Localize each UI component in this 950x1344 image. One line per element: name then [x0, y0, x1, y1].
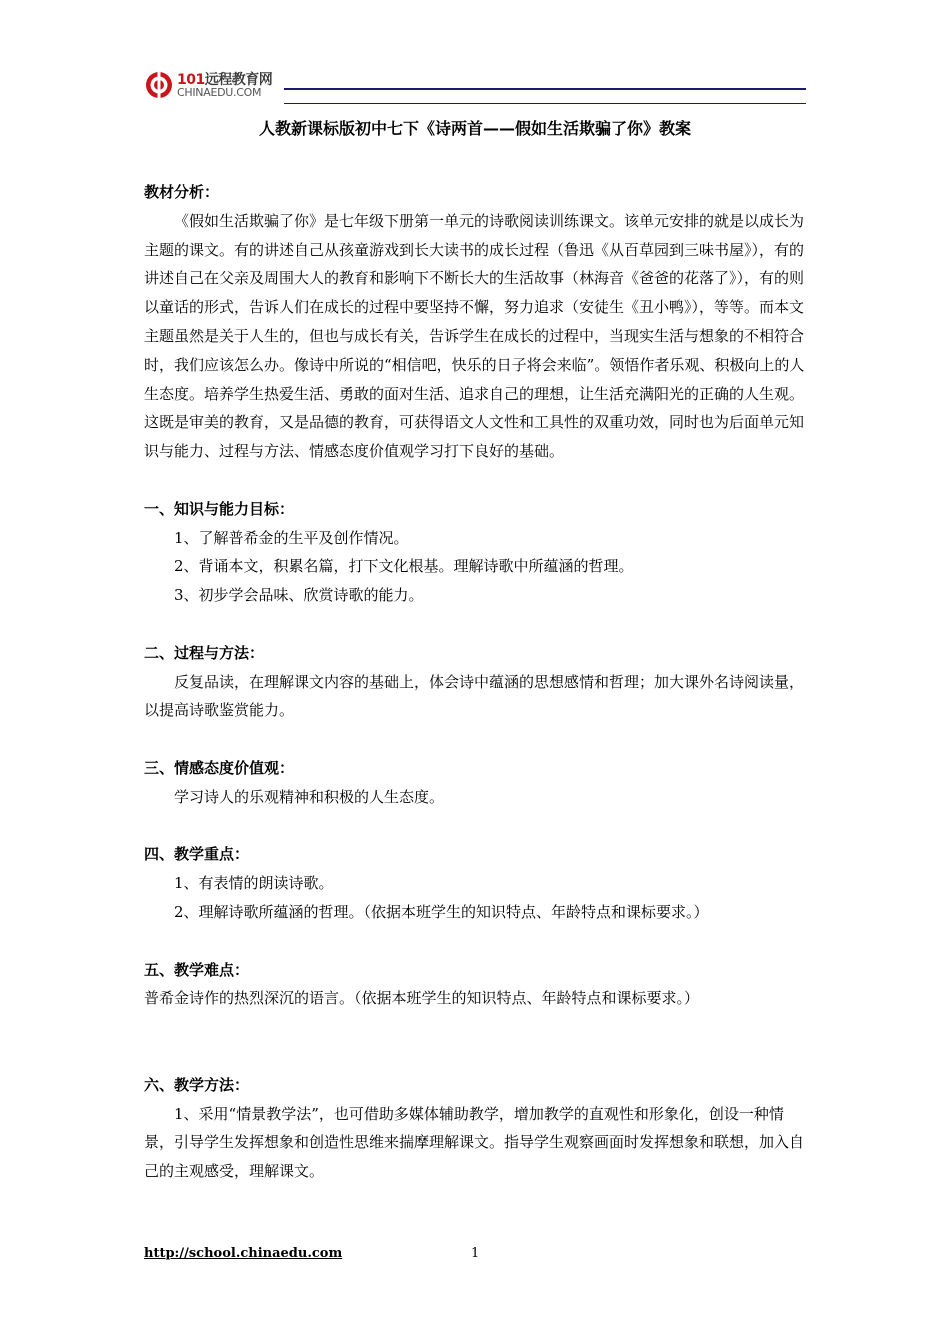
page-footer	[144, 1246, 808, 1268]
logo-emblem-icon	[144, 70, 174, 100]
section-heading-difficulty: 五、教学难点：	[144, 960, 250, 979]
section-heading-analysis: 教材分析：	[144, 183, 220, 201]
list-item: 3、初步学会品味、欣赏诗歌的能力。	[174, 586, 424, 605]
page-number: 1	[471, 1246, 480, 1261]
paragraph-emotion: 学习诗人的乐观精神和积极的人生态度。	[174, 787, 445, 806]
header-rule-thin	[284, 103, 806, 104]
list-item: 1、有表情的朗读诗歌。	[174, 874, 334, 893]
paragraph-difficulty: 普希金诗作的热烈深沉的语言。（依据本班学生的知识特点、年龄特点和课标要求。）	[144, 989, 700, 1008]
paragraph-process: 反复品读，在理解课文内容的基础上，体会诗中蕴涵的思想感情和哲理；加大课外名诗阅读量，以提高诗歌鉴赏能力。	[144, 672, 805, 720]
document-title: 人教新课标版初中七下《诗两首——假如生活欺骗了你》教案	[258, 119, 691, 138]
paragraph-method: 1、采用“情景教学法”，也可借助多媒体辅助教学，增加教学的直观性和形象化，创设一种情景，引导学生发挥想象和创造性思维来揣摩理解课文。指导学生观察画面时发挥想象和联想，加入自己的主观感受，理解课文。	[144, 1104, 805, 1181]
header-rule-thick	[284, 88, 806, 90]
footer-link[interactable]: http://school.chinaedu.com	[144, 1246, 343, 1261]
section-heading-focus: 四、教学重点：	[144, 845, 250, 864]
section-heading-knowledge: 一、知识与能力目标：	[144, 499, 295, 518]
document-body	[144, 178, 808, 1186]
logo-domain: CHINAEDU.COM	[177, 86, 262, 99]
paragraph-analysis: 《假如生活欺骗了你》是七年级下册第一单元的诗歌阅读训练课文。该单元安排的就是以成长为主题的课文。有的讲述自己从孩童游戏到长大读书的成长过程（鲁迅《从百草园到三味书屋》），有的讲述自己在父亲及周围大人的教育和影响下不断长大的生活故事（林海音《爸爸的花落了》），有的则以童话的形式，告诉人们在成长的过程中要坚持不懈，努力追求（安徒生《丑小鸭》），等等。而本文主题虽然是关于人生的，但也与成长有关，告诉学生在成长的过程中，当现实生活与想象的不相符合时，我们应该怎么办。像诗中所说的“相信吧，快乐的日子将会来临”。领悟作者乐观、积极向上的人生态度。培养学生热爱生活、勇敢的面对生活、追求自己的理想，让生活充满阳光的正确的人生观。这既是审美的教育，又是品德的教育，可获得语文人文性和工具性的双重功效，同时也为后面单元知识与能力、过程与方法、情感态度价值观学习打下良好的基础。	[144, 211, 805, 461]
list-item: 2、背诵本文，积累名篇，打下文化根基。理解诗歌中所蕴涵的哲理。	[174, 557, 634, 576]
logo-wordmark: 101远程教育网	[177, 72, 273, 88]
list-item: 1、了解普希金的生平及创作情况。	[174, 528, 409, 547]
list-item: 2、理解诗歌所蕴涵的哲理。（依据本班学生的知识特点、年龄特点和课标要求。）	[174, 902, 709, 921]
section-heading-method: 六、教学方法：	[144, 1075, 250, 1094]
page-header	[144, 66, 806, 106]
site-logo	[144, 66, 284, 106]
section-heading-process: 二、过程与方法：	[144, 643, 265, 662]
section-heading-emotion: 三、情感态度价值观：	[144, 758, 295, 777]
